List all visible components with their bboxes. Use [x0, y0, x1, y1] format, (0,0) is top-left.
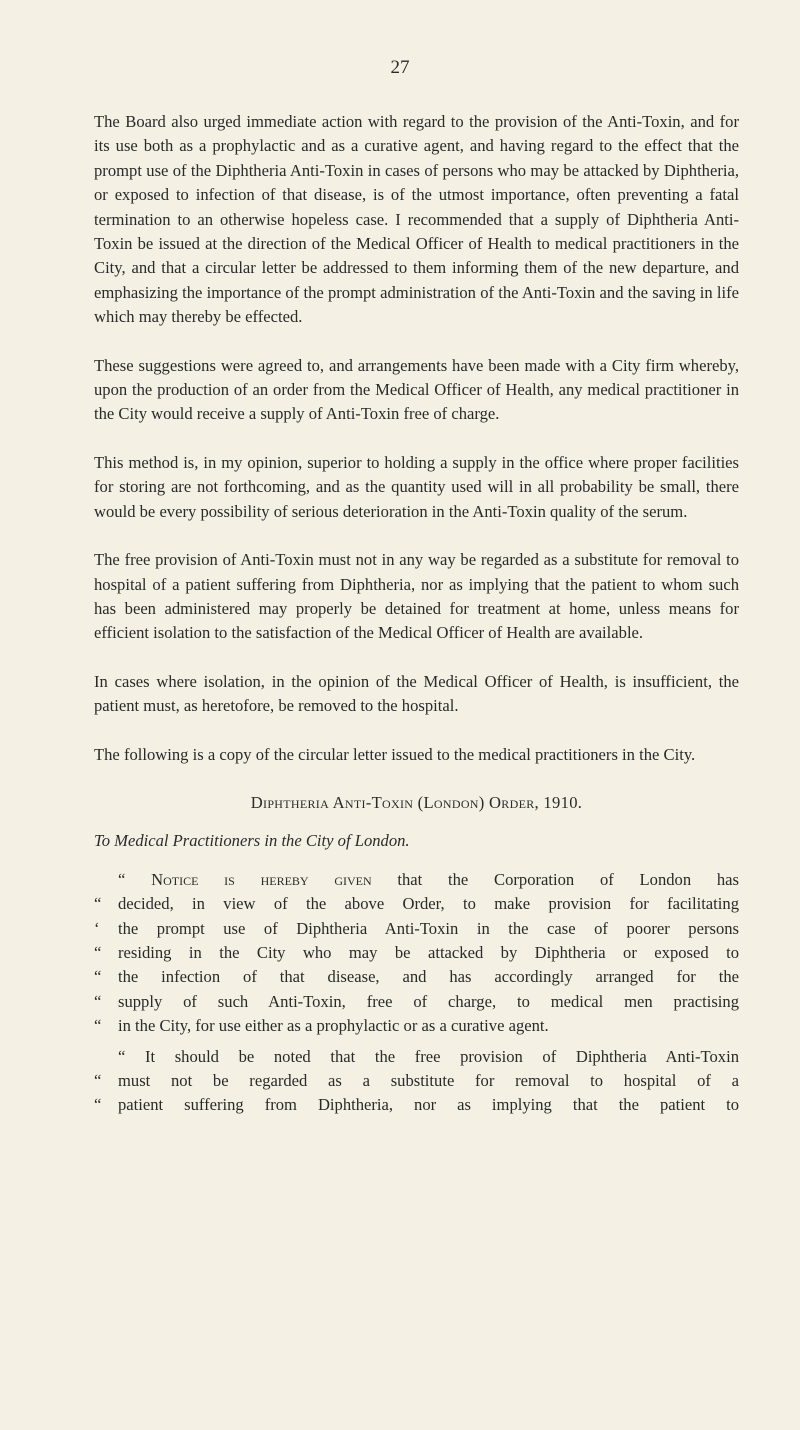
paragraph-free-provision: The free provision of Anti-Toxin must not in any way be regarded as a substitute for removal to hospital of a patient suffering from Diphtheria, nor as implying that the patient to whom such has been administered may properly be detained for treatment at home, unless means for efficient isolation to the satisfaction of the Medical Officer of Health are available.: [94, 550, 739, 643]
letter-line-text: the prompt use of Diphtheria Anti-Toxin in the case of poorer persons: [118, 918, 739, 938]
quote-mark: “: [94, 894, 102, 914]
paragraph-arrangements: These suggestions were agreed to, and arrangements have been made with a City firm whereby, upon the production of an order from the Medical Officer of Health, any medical practitioner in the City would receive a supply of Anti-Toxin free of charge.: [94, 355, 739, 424]
quote-mark: “: [94, 1071, 102, 1090]
paragraph-storage-method: This method is, in my opinion, superior to holding a supply in the office where proper facilities for storing are not forthcoming, and as the quantity used will in all probability be small, there would be every possibility of serious deterioration in the Anti-Toxin quality of the serum.: [94, 452, 739, 521]
notice-small-caps: Notice is hereby given: [151, 869, 372, 889]
circular-letter: [94, 868, 739, 1118]
letter-line-text: [94, 868, 739, 892]
quote-mark: ‘: [94, 918, 100, 938]
letter-line-text: patient suffering from Diphtheria, nor as implying that the patient to: [118, 1095, 739, 1115]
order-title: Diphtheria Anti-Toxin (London) Order, 1910.: [250, 792, 583, 812]
paragraph-circular-intro: The following is a copy of the circular letter issued to the medical practitioners in the City.: [94, 744, 696, 764]
letter-line: [94, 868, 739, 892]
letter-line: [94, 1014, 739, 1038]
quote-mark: “: [94, 1016, 102, 1036]
page-body: [94, 110, 739, 1124]
letter-line-text: “ It should be noted that the free provision of Diphtheria Anti-Toxin: [118, 1046, 739, 1066]
paragraph-antitoxin-provision: The Board also urged immediate action with regard to the provision of the Anti-Toxin, and for its use both as a prophylactic and as a curative agent, and having regard to the effect that the prompt use of the Diphtheria Anti-Toxin in cases of persons who may be attacked by Diphtheria, or exposed to infection of that disease, is of the utmost importance, often preventing a fatal termination to an otherwise hopeless case. I recommended that a supply of Diphtheria Anti-Toxin be issued at the direction of the Medical Officer of Health to medical practitioners in the City, and that a circular letter be addressed to them informing them of the new departure, and emphasizing the importance of the prompt administration of the Anti-Toxin and the saving in life which may thereby be effected.: [94, 112, 739, 327]
paragraph-isolation: In cases where isolation, in the opinion of the Medical Officer of Health, is insufficient, the patient must, as heretofore, be removed to the hospital.: [94, 671, 739, 716]
letter-line: [94, 917, 739, 941]
letter-line: [94, 990, 739, 1014]
notice-first-line-rest: that the Corporation of London has: [371, 869, 739, 889]
opening-quote: “: [118, 869, 126, 889]
letter-line-text: in the City, for use either as a prophylactic or as a curative agent.: [118, 1016, 549, 1036]
letter-line-text: must not be regarded as a substitute for removal to hospital of a: [118, 1071, 739, 1090]
letter-addressee: To Medical Practitioners in the City of London.: [94, 831, 410, 851]
letter-line-text: residing in the City who may be attacked by Diphtheria or exposed to: [118, 942, 739, 962]
letter-line: [94, 892, 739, 916]
letter-line: [94, 1069, 739, 1093]
quote-mark: “: [94, 991, 102, 1011]
letter-line: [94, 1045, 739, 1069]
letter-line-text: supply of such Anti-Toxin, free of charge, to medical men practising: [118, 991, 739, 1011]
letter-paragraph-notice: [94, 868, 739, 1039]
letter-paragraph-note: [94, 1045, 739, 1118]
page-number: 27: [390, 57, 410, 78]
quote-mark: “: [94, 967, 102, 987]
letter-line-text: the infection of that disease, and has accordingly arranged for the: [118, 967, 739, 987]
quote-mark: “: [94, 942, 102, 962]
letter-line: [94, 941, 739, 965]
quote-mark: “: [94, 1095, 102, 1115]
letter-line: [94, 1093, 739, 1117]
letter-line-text: decided, in view of the above Order, to make provision for facilitating: [118, 894, 739, 914]
letter-line: [94, 965, 739, 989]
